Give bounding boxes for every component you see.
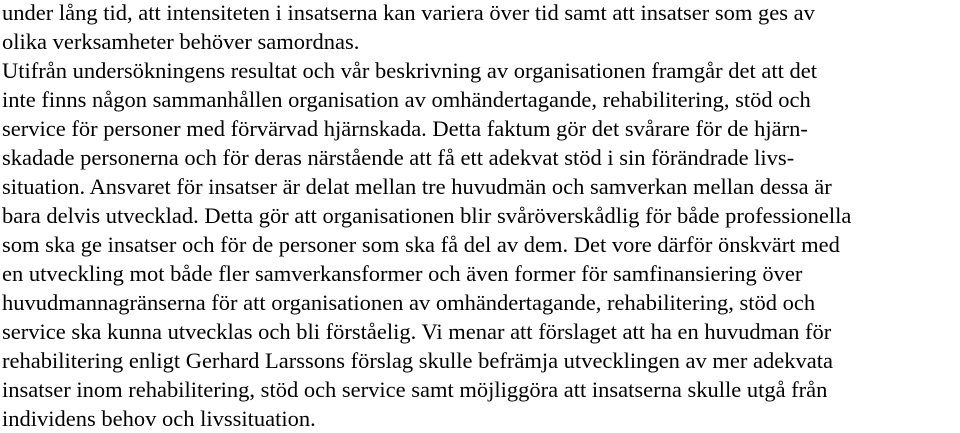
text-line: under lång tid, att intensiteten i insatserna kan variera över tid samt att insatser som ges av: [2, 0, 815, 25]
text-line: skadade personerna och för deras närstående att få ett adekvat stöd i sin förändrade livs-: [2, 145, 795, 170]
text-line: en utveckling mot både fler samverkansformer och även former för samfinansiering över: [2, 261, 803, 286]
text-line: inte finns någon sammanhållen organisation av omhändertagande, rehabilitering, stöd och: [2, 87, 811, 112]
text-line: rehabilitering enligt Gerhard Larssons förslag skulle befrämja utvecklingen av mer adekvata: [2, 348, 833, 373]
text-line: insatser inom rehabilitering, stöd och service samt möjliggöra att insatserna skulle utgå från: [2, 377, 828, 402]
text-line: som ska ge insatser och för de personer som ska få del av dem. Det vore därför önskvärt med: [2, 232, 840, 257]
text-line: bara delvis utvecklad. Detta gör att organisationen blir svåröverskådlig för både professionella: [2, 203, 852, 228]
text-line: situation. Ansvaret för insatser är delat mellan tre huvudmän och samverkan mellan dessa är: [2, 174, 832, 199]
text-line: Utifrån undersökningens resultat och vår beskrivning av organisationen framgår det att det: [2, 58, 817, 83]
text-line: service ska kunna utvecklas och bli förståelig. Vi menar att förslaget att ha en huvudman för: [2, 319, 832, 344]
text-line: olika verksamheter behöver samordnas.: [2, 29, 360, 54]
text-line: service för personer med förvärvad hjärnskada. Detta faktum gör det svårare för de hjärn-: [2, 116, 808, 141]
text-line: huvudmannagränserna för att organisationen av omhändertagande, rehabilitering, stöd och: [2, 290, 816, 315]
text-line: individens behov och livssituation.: [2, 406, 316, 431]
